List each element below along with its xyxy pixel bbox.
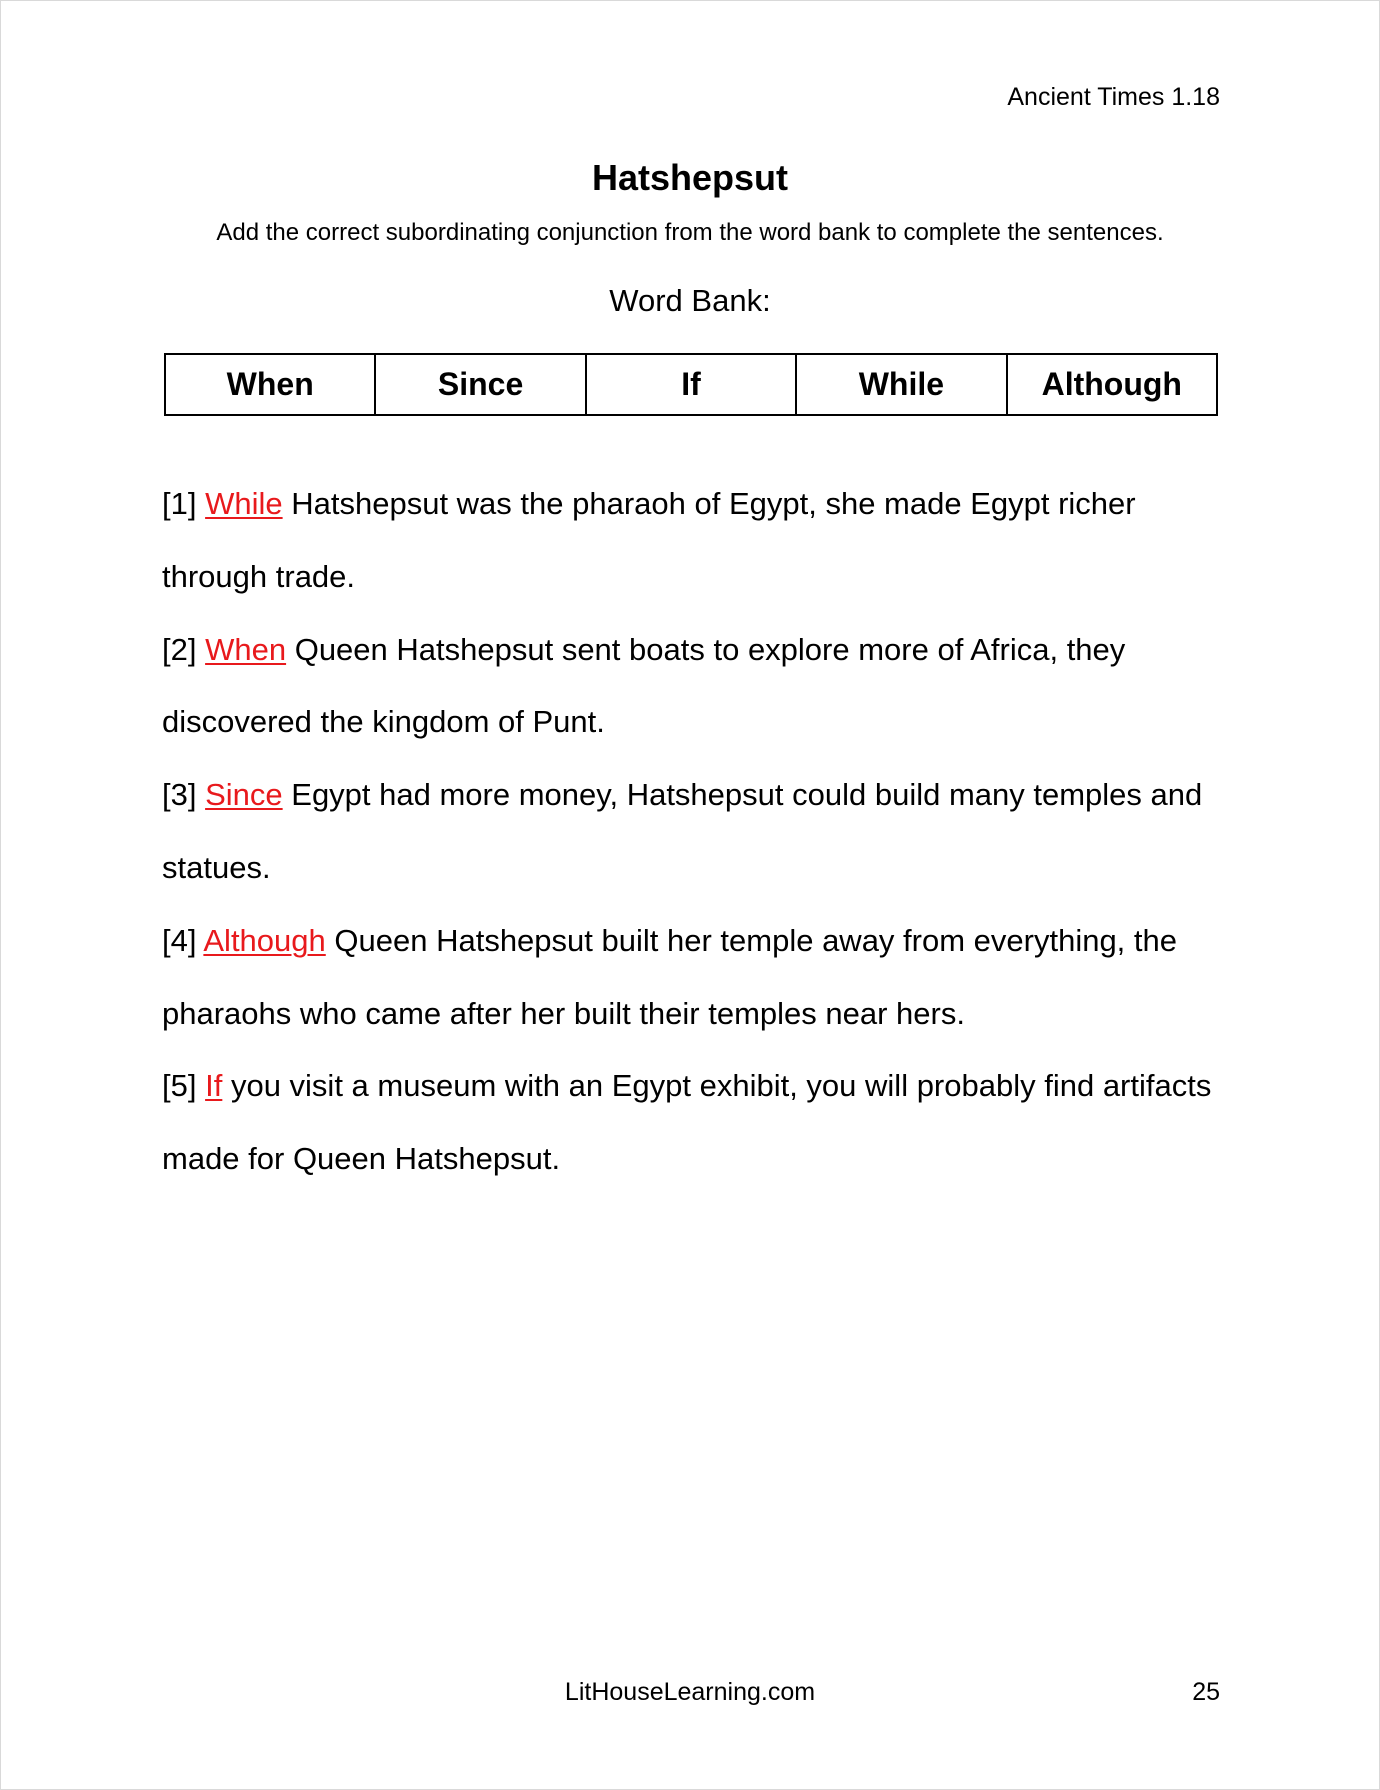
answer-word: When — [205, 631, 287, 667]
sentence-text: you visit a museum with an Egypt exhibit, you will probably find artifacts made for Queen Hatshepsut. — [162, 1068, 1212, 1177]
word-bank-word: Although — [1007, 354, 1217, 415]
page-number: 25 — [1192, 1678, 1220, 1706]
unit-reference: Ancient Times 1.18 — [1007, 83, 1220, 111]
word-bank-word: When — [165, 354, 375, 415]
answer-word: If — [205, 1068, 223, 1104]
sentence-item — [162, 1050, 1242, 1196]
sentence-item — [162, 614, 1242, 760]
footer-website: LitHouseLearning.com — [564, 1678, 816, 1706]
word-bank-table — [164, 353, 1218, 416]
sentence-number: [3] — [162, 777, 197, 813]
answer-word: Although — [203, 922, 326, 958]
sentence-text: Queen Hatshepsut built her temple away from everything, the pharaohs who came after her built their temples near hers. — [162, 922, 1178, 1031]
sentence-text: Hatshepsut was the pharaoh of Egypt, she made Egypt richer through trade. — [162, 486, 1136, 594]
word-bank-word: If — [586, 354, 796, 415]
sentence-number: [5] — [162, 1068, 197, 1104]
sentence-text: Egypt had more money, Hatshepsut could build many temples and statues. — [162, 777, 1203, 885]
answer-word: Since — [205, 777, 283, 813]
answer-word: While — [205, 486, 283, 521]
sentence-item — [162, 468, 1242, 614]
word-bank-word: Since — [375, 354, 585, 415]
sentence-item — [162, 905, 1242, 1051]
instructions: Add the correct subordinating conjunction from the word bank to complete the sentences. — [216, 219, 1164, 246]
sentence-number: [4] — [162, 922, 197, 958]
sentence-list — [162, 468, 1242, 1196]
word-bank-word: While — [796, 354, 1006, 415]
sentence-text: Queen Hatshepsut sent boats to explore more of Africa, they discovered the kingdom of Punt. — [162, 631, 1126, 740]
word-bank-row — [165, 354, 1217, 415]
sentence-number: [2] — [162, 631, 197, 667]
sentence-item — [162, 759, 1242, 905]
sentence-number: [1] — [162, 486, 197, 521]
page-title: Hatshepsut — [591, 157, 789, 198]
word-bank-label: Word Bank: — [609, 283, 771, 318]
